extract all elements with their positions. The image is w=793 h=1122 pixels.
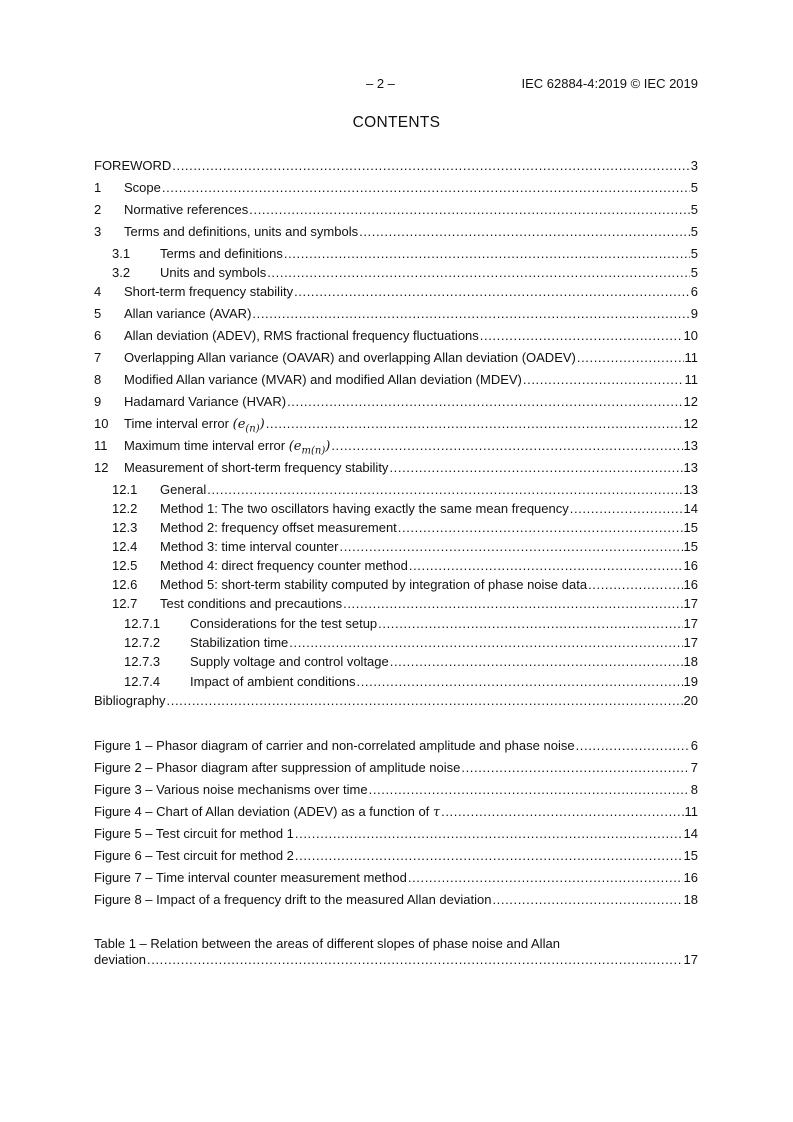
toc-entry[interactable] (94, 393, 698, 411)
leader-dots (295, 825, 683, 843)
figure-page: 11 (684, 804, 698, 819)
toc-number: 1 (94, 180, 102, 195)
toc-entry[interactable] (94, 437, 698, 455)
toc-entry-foreword[interactable] (94, 157, 698, 175)
figure-title: Figure 1 – Phasor diagram of carrier and non-correlated amplitude and phase noise (94, 738, 575, 753)
toc-page: 16 (683, 558, 698, 573)
leader-dots (390, 653, 683, 671)
toc-page: 15 (683, 520, 698, 535)
figure-entry[interactable] (94, 781, 698, 799)
toc-entry[interactable] (94, 500, 698, 518)
contents-title: CONTENTS (352, 114, 441, 131)
toc-number: 10 (94, 416, 109, 431)
toc-title: Terms and definitions, units and symbols (124, 224, 359, 239)
leader-dots (249, 201, 689, 219)
toc-entry[interactable] (94, 264, 698, 282)
toc-number: 12.1 (112, 482, 138, 497)
toc-entry[interactable] (94, 223, 698, 241)
toc-page: 16 (683, 577, 698, 592)
leader-dots (492, 891, 682, 909)
toc-title: Allan variance (AVAR) (124, 306, 252, 321)
toc-number: 3.1 (112, 246, 131, 261)
figure-entry[interactable] (94, 825, 698, 843)
toc-page: 20 (683, 693, 698, 708)
toc-number: 4 (94, 284, 102, 299)
toc-entry[interactable] (94, 538, 698, 556)
toc-title: Overlapping Allan variance (OAVAR) and overlapping Allan deviation (OADEV) (124, 350, 576, 365)
table-page: 17 (683, 952, 698, 967)
leader-dots (356, 673, 682, 691)
leader-dots (289, 634, 682, 652)
toc-number: 11 (94, 438, 108, 453)
toc-title: Maximum time interval error $(e_{m(n)})$ (124, 438, 331, 457)
toc-title: Time interval error $(e_{(n)})$ (124, 416, 265, 435)
toc-page: 15 (683, 539, 698, 554)
math-symbol: $(e_{(n)})$ (232, 417, 265, 435)
leader-dots (207, 481, 682, 499)
leader-dots (287, 393, 682, 411)
figure-entry[interactable] (94, 737, 698, 755)
leader-dots (294, 283, 690, 301)
leader-dots (576, 737, 690, 755)
toc-title: Method 1: The two oscillators having exactly the same mean frequency (160, 501, 569, 516)
figure-entry[interactable] (94, 759, 698, 777)
toc-number: 12 (94, 460, 109, 475)
figure-page: 18 (683, 892, 698, 907)
math-symbol: $(e_{m(n)})$ (288, 439, 331, 457)
toc-number: 12.7.4 (124, 674, 161, 689)
toc-entry[interactable] (94, 371, 698, 389)
figure-page: 16 (683, 870, 698, 885)
toc-number: 12.7 (112, 596, 138, 611)
leader-dots (295, 847, 683, 865)
toc-entry[interactable] (94, 305, 698, 323)
toc-number: 12.7.1 (124, 616, 161, 631)
toc-page: 13 (683, 460, 698, 475)
leader-dots (369, 781, 690, 799)
toc-entry[interactable] (94, 415, 698, 433)
toc-title: Considerations for the test setup (190, 616, 378, 631)
leader-dots (172, 157, 689, 175)
toc-page: 18 (683, 654, 698, 669)
toc-entry[interactable] (94, 459, 698, 477)
figure-title: Figure 2 – Phasor diagram after suppression of amplitude noise (94, 760, 461, 775)
figure-title: Figure 6 – Test circuit for method 2 (94, 848, 294, 863)
figure-title: Figure 5 – Test circuit for method 1 (94, 826, 294, 841)
leader-dots (339, 538, 682, 556)
toc-title: Short-term frequency stability (124, 284, 294, 299)
toc-title: Normative references (124, 202, 249, 217)
figure-entry[interactable] (94, 847, 698, 865)
leader-dots (266, 415, 683, 433)
toc-page: 5 (690, 246, 698, 261)
toc-entry[interactable] (94, 615, 698, 633)
leader-dots (523, 371, 684, 389)
toc-page: 5 (690, 202, 698, 217)
toc-number: 9 (94, 394, 102, 409)
leader-dots (461, 759, 689, 777)
toc-title: Terms and definitions (160, 246, 283, 261)
toc-title: Allan deviation (ADEV), RMS fractional frequency fluctuations (124, 328, 479, 343)
toc-number: 3.2 (112, 265, 131, 280)
leader-dots (162, 179, 690, 197)
document-reference: IEC 62884-4:2019 © IEC 2019 (521, 76, 698, 91)
leader-dots (398, 519, 683, 537)
leader-dots (409, 557, 683, 575)
toc-page: 11 (684, 372, 698, 387)
leader-dots (570, 500, 683, 518)
figure-entry[interactable] (94, 869, 698, 887)
toc-title: Units and symbols (160, 265, 267, 280)
toc-number: 12.6 (112, 577, 138, 592)
toc-title: Method 5: short-term stability computed by integration of phase noise data (160, 577, 588, 592)
toc-number: 12.7.2 (124, 635, 161, 650)
toc-number: 3 (94, 224, 102, 239)
toc-number: 2 (94, 202, 102, 217)
toc-page: 17 (683, 635, 698, 650)
toc-page: 3 (690, 158, 698, 173)
toc-title: Bibliography (94, 693, 166, 708)
toc-page: 5 (690, 180, 698, 195)
leader-dots (252, 305, 689, 323)
toc-entry[interactable] (94, 673, 698, 691)
toc-number: 12.2 (112, 501, 138, 516)
toc-title: Hadamard Variance (HVAR) (124, 394, 287, 409)
toc-entry[interactable] (94, 349, 698, 367)
toc-title: Stabilization time (190, 635, 289, 650)
toc-number: 12.7.3 (124, 654, 161, 669)
leader-dots (331, 437, 682, 455)
toc-page: 5 (690, 224, 698, 239)
toc-number: 12.3 (112, 520, 138, 535)
toc-page: 17 (683, 616, 698, 631)
toc-title: Supply voltage and control voltage (190, 654, 389, 669)
toc-title: Impact of ambient conditions (190, 674, 356, 689)
leader-dots (359, 223, 690, 241)
toc-title: Method 4: direct frequency counter method (160, 558, 408, 573)
figure-title: Figure 4 – Chart of Allan deviation (ADEV) as a function of τ (94, 804, 441, 820)
figure-page: 6 (690, 738, 698, 753)
table-entry[interactable] (94, 936, 698, 968)
toc-page: 9 (690, 306, 698, 321)
leader-dots (378, 615, 682, 633)
toc-number: 7 (94, 350, 102, 365)
leader-dots (588, 576, 682, 594)
toc-page: 5 (690, 265, 698, 280)
toc-title: Method 3: time interval counter (160, 539, 339, 554)
tau-symbol: τ (432, 805, 441, 820)
toc-title: Method 2: frequency offset measurement (160, 520, 397, 535)
toc-number: 12.5 (112, 558, 138, 573)
figure-title: Figure 3 – Various noise mechanisms over time (94, 782, 368, 797)
toc-entry[interactable] (94, 653, 698, 671)
table-title-line-1: Table 1 – Relation between the areas of different slopes of phase noise and Allan (94, 936, 560, 951)
figure-page: 14 (683, 826, 698, 841)
toc-page: 19 (683, 674, 698, 689)
figure-entry[interactable] (94, 891, 698, 909)
toc-entry[interactable] (94, 201, 698, 219)
leader-dots (408, 869, 683, 887)
toc-title: General (160, 482, 207, 497)
toc-page: 13 (683, 482, 698, 497)
toc-entry[interactable] (94, 245, 698, 263)
figure-page: 15 (683, 848, 698, 863)
leader-dots (267, 264, 690, 282)
leader-dots (441, 803, 683, 821)
figure-page: 8 (690, 782, 698, 797)
leader-dots (147, 952, 682, 968)
toc-entry[interactable] (94, 519, 698, 537)
toc-entry[interactable] (94, 595, 698, 613)
figure-entry[interactable] (94, 803, 698, 821)
toc-title: FOREWORD (94, 158, 172, 173)
leader-dots (389, 459, 682, 477)
toc-entry-bibliography[interactable] (94, 692, 698, 710)
figure-title: Figure 7 – Time interval counter measurement method (94, 870, 407, 885)
toc-entry[interactable] (94, 576, 698, 594)
leader-dots (577, 349, 684, 367)
toc-page: 11 (684, 350, 698, 365)
toc-title: Modified Allan variance (MVAR) and modified Allan deviation (MDEV) (124, 372, 522, 387)
figure-page: 7 (690, 760, 698, 775)
toc-entry[interactable] (94, 179, 698, 197)
toc-page: 13 (683, 438, 698, 453)
figure-title: Figure 8 – Impact of a frequency drift to the measured Allan deviation (94, 892, 492, 907)
leader-dots (284, 245, 690, 263)
toc-title: Measurement of short-term frequency stability (124, 460, 389, 475)
toc-page: 12 (683, 394, 698, 409)
toc-entry[interactable] (94, 283, 698, 301)
toc-page: 12 (683, 416, 698, 431)
toc-page: 14 (683, 501, 698, 516)
toc-number: 12.4 (112, 539, 138, 554)
toc-page: 10 (683, 328, 698, 343)
toc-page: 17 (683, 596, 698, 611)
leader-dots (343, 595, 682, 613)
table-title-line-2: deviation (94, 952, 147, 967)
toc-number: 6 (94, 328, 102, 343)
toc-title: Scope (124, 180, 161, 195)
leader-dots (167, 692, 683, 710)
page-number: – 2 – (366, 76, 395, 91)
toc-entry[interactable] (94, 327, 698, 345)
leader-dots (480, 327, 683, 345)
toc-page: 6 (690, 284, 698, 299)
toc-entry[interactable] (94, 557, 698, 575)
toc-entry[interactable] (94, 481, 698, 499)
toc-title: Test conditions and precautions (160, 596, 343, 611)
toc-number: 8 (94, 372, 102, 387)
toc-number: 5 (94, 306, 102, 321)
toc-entry[interactable] (94, 634, 698, 652)
